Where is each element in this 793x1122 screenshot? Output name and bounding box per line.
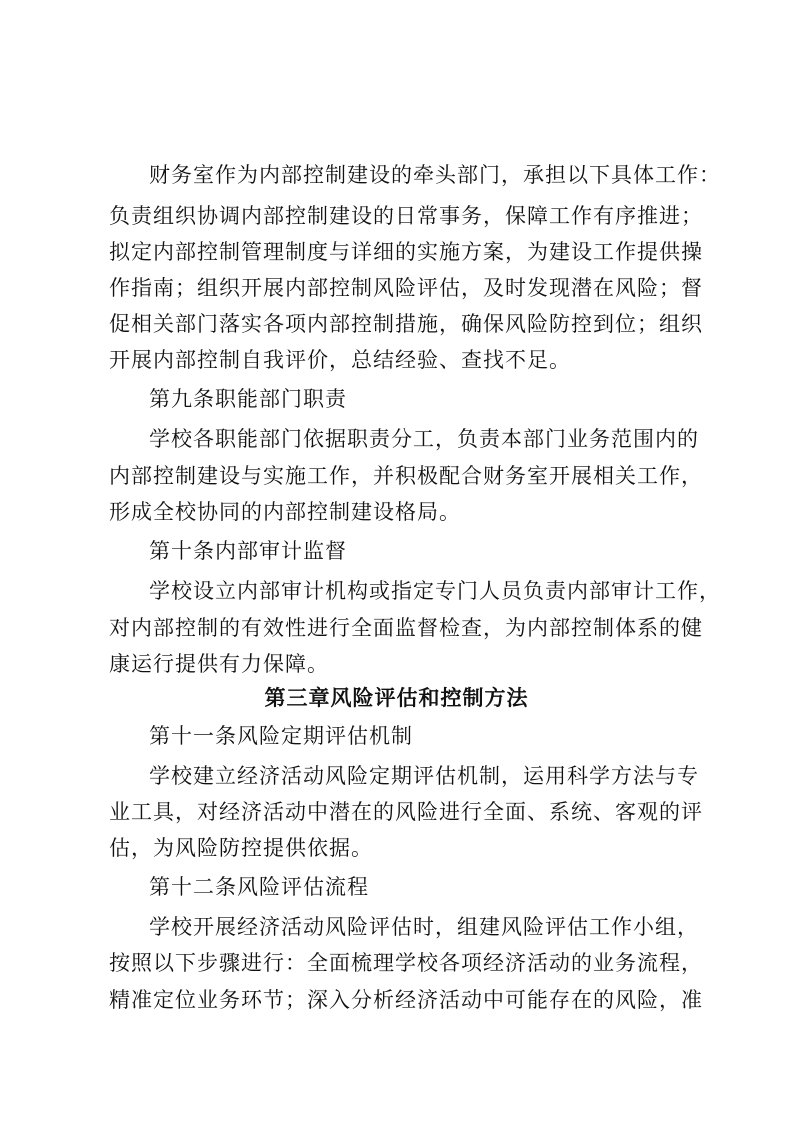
paragraph-line: 负责组织协调内部控制建设的日常事务，保障工作有序推进； xyxy=(109,204,703,228)
paragraph-line: 康运行提供有力保障。 xyxy=(109,652,329,676)
paragraph-line: 开展内部控制自我评价，总结经验、查找不足。 xyxy=(109,348,571,372)
paragraph-line: 估，为风险防控提供依据。 xyxy=(109,836,373,860)
paragraph-line: 业工具，对经济活动中潜在的风险进行全面、系统、客观的评 xyxy=(109,800,703,824)
paragraph-line: 学校开展经济活动风险评估时，组建风险评估工作小组， xyxy=(149,915,699,939)
paragraph-line: 形成全校协同的内部控制建设格局。 xyxy=(109,500,461,524)
article-title: 第九条职能部门职责 xyxy=(149,387,347,411)
paragraph-line: 拟定内部控制管理制度与详细的实施方案，为建设工作提供操 xyxy=(109,240,703,264)
paragraph-line: 对内部控制的有效性进行全面监督检查，为内部控制体系的健 xyxy=(109,616,703,640)
paragraph-line: 学校建立经济活动风险定期评估机制，运用科学方法与专 xyxy=(149,764,699,788)
paragraph-line: 学校各职能部门依据职责分工，负责本部门业务范围内的 xyxy=(149,427,699,451)
paragraph-line: 内部控制建设与实施工作，并积极配合财务室开展相关工作， xyxy=(109,464,703,488)
paragraph-line: 学校设立内部审计机构或指定专门人员负责内部审计工作， xyxy=(149,579,721,603)
paragraph-line: 精准定位业务环节；深入分析经济活动中可能存在的风险，准 xyxy=(109,988,703,1012)
paragraph-line: 按照以下步骤进行：全面梳理学校各项经济活动的业务流程， xyxy=(109,951,703,975)
article-title: 第十二条风险评估流程 xyxy=(149,875,369,899)
paragraph-line: 作指南；组织开展内部控制风险评估，及时发现潜在风险；督 xyxy=(109,276,703,300)
chapter-heading: 第三章风险评估和控制方法 xyxy=(264,686,529,710)
article-title: 第十一条风险定期评估机制 xyxy=(149,724,413,748)
paragraph-line: 财务室作为内部控制建设的牵头部门，承担以下具体工作： xyxy=(149,163,721,187)
article-title: 第十条内部审计监督 xyxy=(149,539,347,563)
paragraph-line: 促相关部门落实各项内部控制措施，确保风险防控到位；组织 xyxy=(109,312,703,336)
